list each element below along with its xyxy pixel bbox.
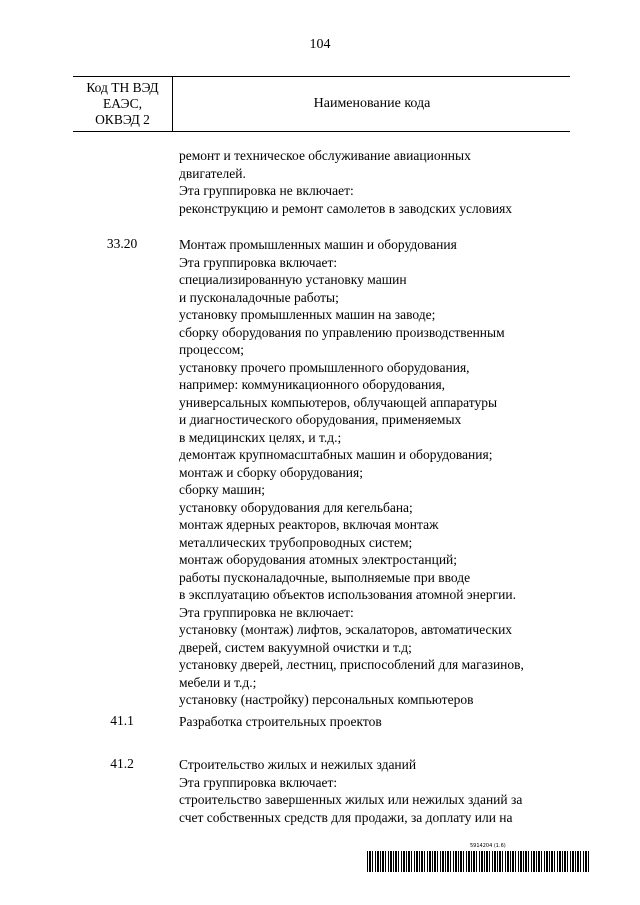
- header-code-line: ЕАЭС,: [103, 96, 142, 111]
- description-line: процессом;: [179, 342, 245, 357]
- description-line: сборку машин;: [179, 482, 266, 497]
- description-line: специализированную установку машин: [179, 272, 407, 287]
- description-line: Монтаж промышленных машин и оборудования: [179, 237, 457, 252]
- description-line: установку (монтаж) лифтов, эскалаторов, автоматических: [179, 622, 513, 637]
- entry-code: 41.2: [110, 756, 134, 771]
- description-line: демонтаж крупномасштабных машин и оборудования;: [179, 447, 493, 462]
- barcode-icon: [367, 851, 589, 872]
- description-line: счет собственных средств для продажи, за доплату или на: [179, 809, 513, 825]
- description-line: установку прочего промышленного оборудования,: [179, 359, 470, 375]
- description-line: монтаж и сборку оборудования;: [179, 464, 363, 480]
- description-line: Эта группировка включает:: [179, 774, 338, 790]
- description-line: в медицинских целях, и т.д.;: [179, 429, 342, 445]
- description-line: установку промышленных машин на заводе;: [179, 307, 436, 322]
- header-name-column: Наименование кода: [313, 96, 431, 111]
- description-line: и диагностического оборудования, применяемых: [179, 412, 462, 427]
- document-number: 5914204 (1.6): [470, 843, 506, 849]
- description-line: Эта группировка не включает:: [179, 604, 354, 620]
- description-line: Строительство жилых и нежилых зданий: [179, 757, 417, 772]
- description-line: мебели и т.д.;: [179, 674, 257, 690]
- entry-code: 33.20: [106, 236, 138, 251]
- description-line: в эксплуатацию объектов использования атомной энергии.: [179, 587, 516, 602]
- description-line: металлических трубопроводных систем;: [179, 534, 413, 550]
- description-line: дверей, систем вакуумной очистки и т.д;: [179, 639, 412, 655]
- entry-description: [179, 147, 574, 217]
- description-line: установку (настройку) персональных компьютеров: [179, 692, 474, 707]
- description-line: Эта группировка включает:: [179, 254, 338, 270]
- header-code-line: ОКВЭД 2: [95, 112, 150, 127]
- description-line: Эта группировка не включает:: [179, 183, 354, 198]
- description-line: сборку оборудования по управлению производственным: [179, 324, 505, 340]
- page-number: 104: [309, 37, 331, 52]
- description-line: строительство завершенных жилых или нежилых зданий за: [179, 792, 523, 807]
- description-line: и пусконаладочные работы;: [179, 289, 339, 305]
- description-line: установку дверей, лестниц, приспособлений для магазинов,: [179, 657, 524, 672]
- entry-code: 41.1: [110, 713, 134, 728]
- description-line: монтаж ядерных реакторов, включая монтаж: [179, 517, 439, 532]
- description-line: универсальных компьютеров, облучающей аппаратуры: [179, 394, 498, 410]
- description-line: например: коммуникационного оборудования,: [179, 377, 446, 392]
- description-line: работы пусконаладочные, выполняемые при вводе: [179, 569, 471, 585]
- entry-description: [179, 713, 574, 731]
- description-line: ремонт и техническое обслуживание авиационных: [179, 148, 471, 163]
- description-line: Разработка строительных проектов: [179, 714, 382, 729]
- description-line: реконструкцию и ремонт самолетов в заводских условиях: [179, 200, 513, 216]
- description-line: установку оборудования для кегельбана;: [179, 499, 413, 515]
- description-line: монтаж оборудования атомных электростанций;: [179, 552, 458, 567]
- entry-description: [179, 756, 574, 826]
- entry-description: [179, 236, 574, 709]
- header-code-line: Код ТН ВЭД: [86, 80, 159, 95]
- description-line: двигателей.: [179, 165, 246, 181]
